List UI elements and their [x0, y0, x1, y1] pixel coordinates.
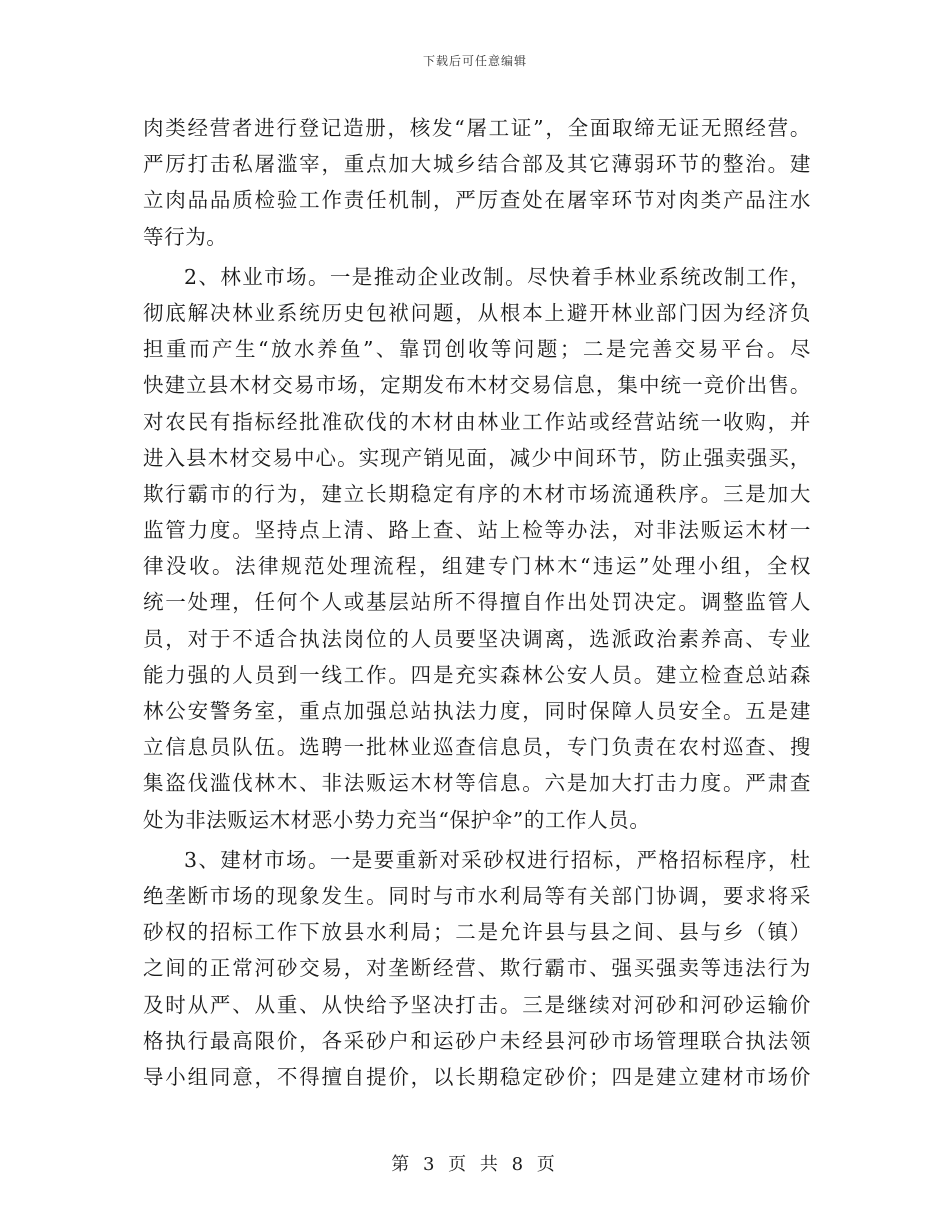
text-line: 及时从严、从重、从快给予坚决打击。三是继续对河砂和河砂运输价	[143, 992, 811, 1017]
text-line: 等行为。	[143, 224, 228, 249]
text-line: 统一处理，任何个人或基层站所不得擅自作出处罚决定。调整监管人	[143, 590, 811, 615]
text-line: 进入县木材交易中心。实现产销见面，减少中间环节，防止强卖强买，	[143, 445, 811, 470]
document-body	[143, 110, 811, 1095]
paragraph-forestry-market	[143, 259, 811, 838]
text-line: 之间的正常河砂交易，对垄断经营、欺行霸市、强买强卖等违法行为	[143, 956, 811, 981]
text-line: 肉类经营者进行登记造册，核发“屠工证”，全面取缔无证无照经营。	[143, 116, 811, 140]
text-line: 处为非法贩运木材恶小势力充当“保护伞”的工作人员。	[143, 807, 651, 832]
text-line: 彻底解决林业系统历史包袱问题，从根本上避开林业部门因为经济负	[143, 300, 811, 325]
text-line: 集盗伐滥伐林木、非法贩运木材等信息。六是加大打击力度。严肃查	[143, 771, 811, 796]
text-line: 快建立县木材交易市场，定期发布木材交易信息，集中统一竞价出售。	[143, 373, 811, 398]
text-line: 绝垄断市场的现象发生。同时与市水利局等有关部门协调，要求将采	[143, 883, 811, 908]
text-line: 对农民有指标经批准砍伐的木材由林业工作站或经营站统一收购，并	[143, 409, 811, 434]
text-line: 监管力度。坚持点上清、路上查、站上检等办法，对非法贩运木材一	[143, 518, 811, 543]
text-line: 严厉打击私屠滥宰，重点加大城乡结合部及其它薄弱环节的整治。建	[143, 152, 811, 177]
text-line: 律没收。法律规范处理流程，组建专门林木“违运”处理小组，全权	[143, 554, 811, 579]
text-line: 担重而产生“放水养鱼”、靠罚创收等问题；二是完善交易平台。尽	[143, 337, 811, 362]
text-line: 能力强的人员到一线工作。四是充实森林公安人员。建立检查总站森	[143, 662, 811, 687]
text-line: 砂权的招标工作下放县水利局；二是允许县与县之间、县与乡（镇）	[143, 920, 811, 945]
text-line: 员，对于不适合执法岗位的人员要坚决调离，选派政治素养高、专业	[143, 626, 811, 651]
text-line: 立信息员队伍。选聘一批林业巡查信息员，专门负责在农村巡查、搜	[143, 735, 811, 760]
text-line: 立肉品品质检验工作责任机制，严厉查处在屠宰环节对肉类产品注水	[143, 188, 811, 213]
paragraph-building-materials-market	[143, 842, 811, 1095]
text-line: 导小组同意，不得擅自提价，以长期稳定砂价；四是建立建材市场价	[143, 1064, 811, 1089]
text-line: 格执行最高限价，各采砂户和运砂户未经县河砂市场管理联合执法领	[143, 1028, 811, 1053]
page-number-footer: 第 3 页 共 8 页	[391, 1154, 559, 1175]
text-line: 欺行霸市的行为，建立长期稳定有序的木材市场流通秩序。三是加大	[143, 481, 811, 506]
paragraph-meat-market-continued	[143, 110, 811, 255]
text-line: 林公安警务室，重点加强总站执法力度，同时保障人员安全。五是建	[143, 699, 811, 723]
text-line: 3、建材市场。一是要重新对采砂权进行招标，严格招标程序，杜	[184, 847, 811, 872]
page-header: 下载后可任意编辑	[422, 54, 527, 68]
text-line: 2、林业市场。一是推动企业改制。尽快着手林业系统改制工作，	[184, 264, 811, 289]
